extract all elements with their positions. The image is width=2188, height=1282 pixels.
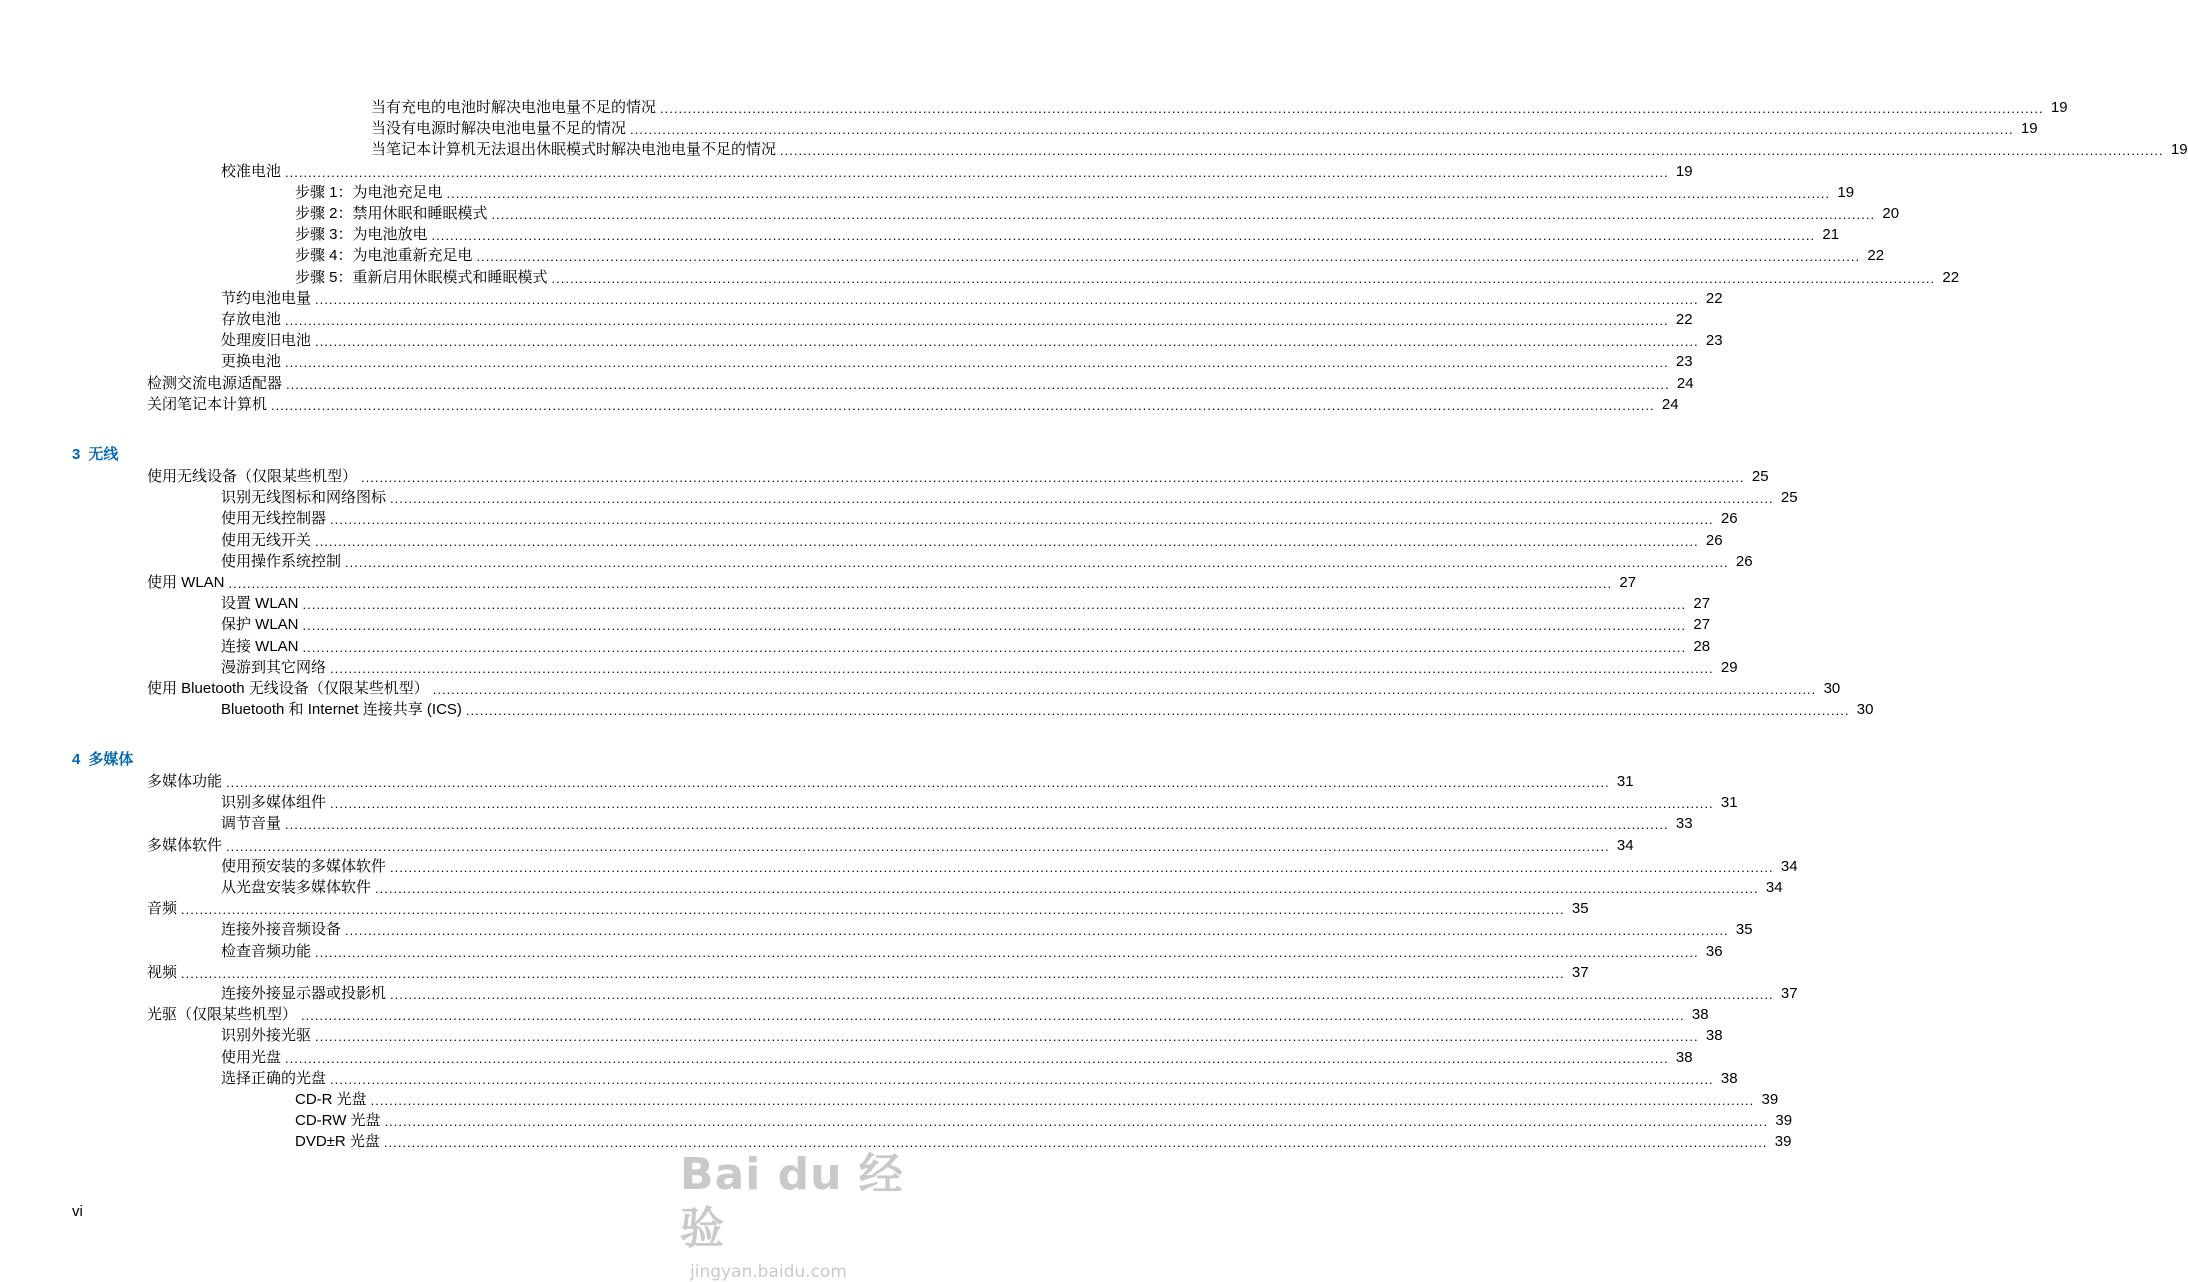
toc-entry[interactable] [221,1067,1738,1088]
dot-leader: ............................................................................................................................................................................................................................................................................................................ [285,1050,1669,1066]
baidu-jingyan-watermark [680,1148,910,1282]
dot-leader: ............................................................................................................................................................................................................................................................................................................ [660,101,2044,116]
toc-entry-page: 27 [1619,574,1637,591]
toc-entry-title: 从光盘安装多媒体软件 [221,879,372,896]
toc-entry[interactable] [295,1109,1793,1130]
dot-leader: ............................................................................................................................................................................................................................................................................................................ [551,270,1936,286]
toc-entry[interactable] [221,698,1874,719]
toc-entry[interactable] [221,350,1693,371]
toc-entry[interactable] [221,592,1711,613]
toc-entry-page: 30 [1823,680,1841,697]
toc-entry-page: 26 [1720,510,1738,528]
toc-entry[interactable] [221,1046,1693,1067]
toc-entry-title: Bluetooth 和 Internet 连接共享 (ICS) [221,701,462,719]
toc-entry-page: 20 [1882,205,1900,222]
dot-leader: ............................................................................................................................................................................................................................................................................................................ [271,397,1655,413]
toc-entry-page: 34 [1780,857,1798,875]
toc-entry-title: 更换电池 [221,353,282,371]
dot-leader: ............................................................................................................................................................................................................................................................................................................ [630,122,2014,138]
dot-leader: ............................................................................................................................................................................................................................................................................................................ [226,775,1610,790]
toc-entry-page: 34 [1765,879,1783,896]
toc-entry-title: 校准电池 [221,162,282,180]
dot-leader: ............................................................................................................................................................................................................................................................................................................ [302,618,1687,634]
toc-entry[interactable] [221,812,1693,833]
toc-entry-title: 使用无线开关 [221,531,312,549]
toc-entry[interactable] [221,876,1783,897]
toc-entry-page: 30 [1856,701,1874,719]
toc-entry-page: 39 [1775,1112,1793,1130]
dot-leader: ............................................................................................................................................................................................................................................................................................................ [301,1008,1685,1024]
toc-entry-page: 22 [1675,311,1693,328]
toc-entry-title: 音频 [147,900,178,918]
dot-leader: ............................................................................................................................................................................................................................................................................................................ [383,1135,1768,1151]
toc-entry-title: 检测交流电源适配器 [147,374,283,392]
toc-entry-title: 步骤 1：为电池充足电 [295,183,443,201]
toc-entry[interactable] [221,160,1693,181]
dot-leader: ............................................................................................................................................................................................................................................................................................................ [491,207,1876,222]
dot-leader: ............................................................................................................................................................................................................................................................................................................ [390,987,1774,1002]
toc-entry-page: 35 [1735,921,1753,939]
toc-entry-title: 使用光盘 [221,1048,282,1066]
toc-entry[interactable] [295,181,1855,202]
toc-entry[interactable] [147,677,1841,698]
toc-entry-title: 使用无线控制器 [221,510,327,528]
chapter-number: 3 [72,446,81,463]
toc-entry[interactable] [221,486,1798,507]
toc-entry[interactable] [221,656,1738,677]
toc-entry-page: 39 [1774,1133,1792,1151]
toc-entry[interactable] [147,571,1637,592]
toc-entry[interactable] [295,266,1960,287]
dot-leader: ............................................................................................................................................................................................................................................................................................................ [330,512,1714,528]
toc-entry-page: 26 [1735,552,1753,570]
dot-leader: ............................................................................................................................................................................................................................................................................................................ [226,838,1610,854]
toc-entry[interactable] [295,244,1885,265]
dot-leader: ............................................................................................................................................................................................................................................................................................................ [330,1071,1714,1087]
dot-leader: ............................................................................................................................................................................................................................................................................................................ [446,185,1831,201]
toc-entry-page: 24 [1661,395,1679,413]
toc-entry-page: 36 [1705,942,1723,960]
toc-entry-title: 使用 WLAN [147,574,225,591]
toc-entry-page: 38 [1720,1069,1738,1087]
toc-entry[interactable] [295,202,1900,223]
toc-entry[interactable] [295,223,1840,244]
chapter-4-heading[interactable] [72,750,133,770]
toc-entry-page: 28 [1693,637,1711,655]
toc-entry[interactable] [221,613,1711,634]
toc-entry-page: 37 [1780,985,1798,1002]
toc-entry-page: 35 [1571,900,1589,918]
toc-entry-page: 38 [1705,1027,1723,1045]
toc-entry-title: CD-R 光盘 [295,1091,367,1108]
toc-entry[interactable] [147,465,1769,486]
toc-entry-title: 当笔记本计算机无法退出休眠模式时解决电池电量不足的情况 [371,141,777,159]
toc-entry-title: 调节音量 [221,815,282,833]
toc-entry-title: 使用无线设备（仅限某些机型） [147,468,358,485]
toc-entry-page: 23 [1705,332,1723,350]
dot-leader: ............................................................................................................................................................................................................................................................................................................ [465,703,1850,719]
toc-entry-page: 19 [1837,183,1855,201]
toc-entry-title: 步骤 5：重新启用休眠模式和睡眠模式 [295,268,548,286]
toc-entry-title: 视频 [147,963,178,981]
toc-entry-title: 步骤 3：为电池放电 [295,226,428,244]
toc-entry-title: 步骤 4：为电池重新充足电 [295,247,473,265]
toc-entry-page: 39 [1761,1091,1779,1108]
toc-entry[interactable] [295,1088,1779,1109]
toc-entry-title: 检查音频功能 [221,942,312,960]
toc-entry-page: 22 [1867,247,1885,265]
toc-entry-page: 26 [1705,531,1723,549]
toc-entry-page: 22 [1942,268,1960,286]
watermark-url: jingyan.baidu.com [690,1262,847,1282]
toc-entry-page: 23 [1675,353,1693,371]
toc-entry-title: 选择正确的光盘 [221,1069,327,1087]
dot-leader: ............................................................................................................................................................................................................................................................................................................ [315,944,1699,960]
dot-leader: ............................................................................................................................................................................................................................................................................................................ [370,1093,1755,1108]
toc-entry[interactable] [221,982,1798,1003]
page-number: vi [72,1203,83,1220]
toc-entry-title: 节约电池电量 [221,289,312,307]
dot-leader: ............................................................................................................................................................................................................................................................................................................ [228,576,1613,591]
toc-entry[interactable] [147,770,1634,791]
toc-entry-title: 连接外接音频设备 [221,921,342,939]
dot-leader: ............................................................................................................................................................................................................................................................................................................ [384,1114,1769,1130]
toc-entry-title: 使用操作系统控制 [221,552,342,570]
toc-entry[interactable] [221,287,1723,308]
dot-leader: ............................................................................................................................................................................................................................................................................................................ [375,881,1759,896]
dot-leader: ............................................................................................................................................................................................................................................................................................................ [286,376,1670,392]
toc-entry[interactable] [147,834,1634,855]
toc-entry-page: 31 [1720,794,1738,812]
toc-entry-title: 识别多媒体组件 [221,794,327,812]
watermark-logo: Bai du 经验 [680,1149,904,1254]
dot-leader: ............................................................................................................................................................................................................................................................................................................ [285,313,1669,328]
toc-entry-page: 38 [1691,1006,1709,1024]
chapter-title: 无线 [88,446,119,463]
dot-leader: ............................................................................................................................................................................................................................................................................................................ [181,902,1565,918]
toc-entry-page: 27 [1693,616,1711,634]
toc-entry[interactable] [221,855,1798,876]
dot-leader: ............................................................................................................................................................................................................................................................................................................ [285,817,1669,833]
toc-entry[interactable] [371,117,2038,138]
toc-entry-page: 24 [1676,374,1694,392]
toc-entry-title: 使用预安装的多媒体软件 [221,857,387,875]
toc-entry[interactable] [221,550,1753,571]
toc-entry-page: 37 [1571,963,1589,981]
toc-entry-title: DVD±R 光盘 [295,1133,380,1151]
dot-leader: ............................................................................................................................................................................................................................................................................................................ [315,334,1699,350]
toc-entry-title: 使用 Bluetooth 无线设备（仅限某些机型） [147,680,429,697]
dot-leader: ............................................................................................................................................................................................................................................................................................................ [476,249,1861,265]
toc-entry-title: 存放电池 [221,311,282,328]
toc-entry-title: CD-RW 光盘 [295,1112,381,1130]
chapter-3-heading[interactable] [72,445,118,465]
toc-entry[interactable] [147,897,1589,918]
dot-leader: ............................................................................................................................................................................................................................................................................................................ [285,355,1669,371]
dot-leader: ............................................................................................................................................................................................................................................................................................................ [390,491,1774,507]
toc-entry-page: 19 [1675,162,1693,180]
toc-entry-page: 25 [1780,489,1798,507]
toc-entry[interactable] [147,1003,1709,1024]
toc-entry[interactable] [221,635,1711,656]
dot-leader: ............................................................................................................................................................................................................................................................................................................ [302,639,1687,655]
toc-entry[interactable] [221,529,1723,550]
dot-leader: ............................................................................................................................................................................................................................................................................................................ [181,965,1565,981]
toc-entry-page: 25 [1751,468,1769,485]
toc-entry[interactable] [147,393,1679,414]
dot-leader: ............................................................................................................................................................................................................................................................................................................ [780,143,2164,159]
toc-entry-title: 多媒体软件 [147,836,223,854]
toc-entry-title: 光驱（仅限某些机型） [147,1006,298,1024]
toc-entry-page: 22 [1705,289,1723,307]
toc-entry[interactable] [371,96,2068,117]
toc-entry[interactable] [221,308,1693,329]
dot-leader: ............................................................................................................................................................................................................................................................................................................ [390,859,1774,875]
toc-entry-page: 19 [2020,120,2038,138]
dot-leader: ............................................................................................................................................................................................................................................................................................................ [330,796,1714,812]
dot-leader: ............................................................................................................................................................................................................................................................................................................ [330,660,1714,676]
toc-entry-title: 识别外接光驱 [221,1027,312,1045]
toc-entry-page: 19 [2050,99,2068,116]
dot-leader: ............................................................................................................................................................................................................................................................................................................ [315,533,1699,549]
toc-entry-title: 处理废旧电池 [221,332,312,350]
toc-entry[interactable] [221,918,1753,939]
toc-entry[interactable] [221,1024,1723,1045]
toc-entry-title: 识别无线图标和网络图标 [221,489,387,507]
dot-leader: ............................................................................................................................................................................................................................................................................................................ [315,1029,1699,1045]
toc-entry[interactable] [147,961,1589,982]
toc-entry[interactable] [221,329,1723,350]
toc-entry-title: 当有充电的电池时解决电池电量不足的情况 [371,99,657,116]
toc-entry[interactable] [221,940,1723,961]
toc-entry-page: 27 [1693,595,1711,613]
toc-entry-page: 29 [1720,658,1738,676]
chapter-number: 4 [72,751,81,768]
dot-leader: ............................................................................................................................................................................................................................................................................................................ [315,291,1699,307]
toc-entry-title: 当没有电源时解决电池电量不足的情况 [371,120,627,138]
dot-leader: ............................................................................................................................................................................................................................................................................................................ [431,228,1816,244]
toc-entry-title: 设置 WLAN [221,595,299,613]
toc-entry-title: 漫游到其它网络 [221,658,327,676]
chapter-title: 多媒体 [88,751,134,768]
dot-leader: ............................................................................................................................................................................................................................................................................................................ [302,597,1687,613]
dot-leader: ............................................................................................................................................................................................................................................................................................................ [345,923,1729,939]
toc-entry-page: 21 [1822,226,1840,244]
toc-entry-page: 38 [1675,1048,1693,1066]
toc-entry[interactable] [221,791,1738,812]
toc-entry-page: 19 [2170,141,2188,159]
toc-entry[interactable] [147,372,1694,393]
toc-entry-title: 多媒体功能 [147,773,223,790]
dot-leader: ............................................................................................................................................................................................................................................................................................................ [432,682,1817,697]
toc-entry-page: 31 [1616,773,1634,790]
toc-entry-page: 34 [1616,836,1634,854]
toc-entry[interactable] [371,138,2188,159]
toc-entry-title: 连接 WLAN [221,637,299,655]
toc-entry-title: 保护 WLAN [221,616,299,634]
toc-entry-page: 33 [1675,815,1693,833]
toc-entry[interactable] [221,507,1738,528]
toc-entry-title: 连接外接显示器或投影机 [221,985,387,1002]
dot-leader: ............................................................................................................................................................................................................................................................................................................ [345,554,1729,570]
toc-entry-title: 步骤 2：禁用休眠和睡眠模式 [295,205,488,222]
dot-leader: ............................................................................................................................................................................................................................................................................................................ [285,164,1669,180]
toc-entry-title: 关闭笔记本计算机 [147,395,268,413]
dot-leader: ............................................................................................................................................................................................................................................................................................................ [361,470,1745,485]
